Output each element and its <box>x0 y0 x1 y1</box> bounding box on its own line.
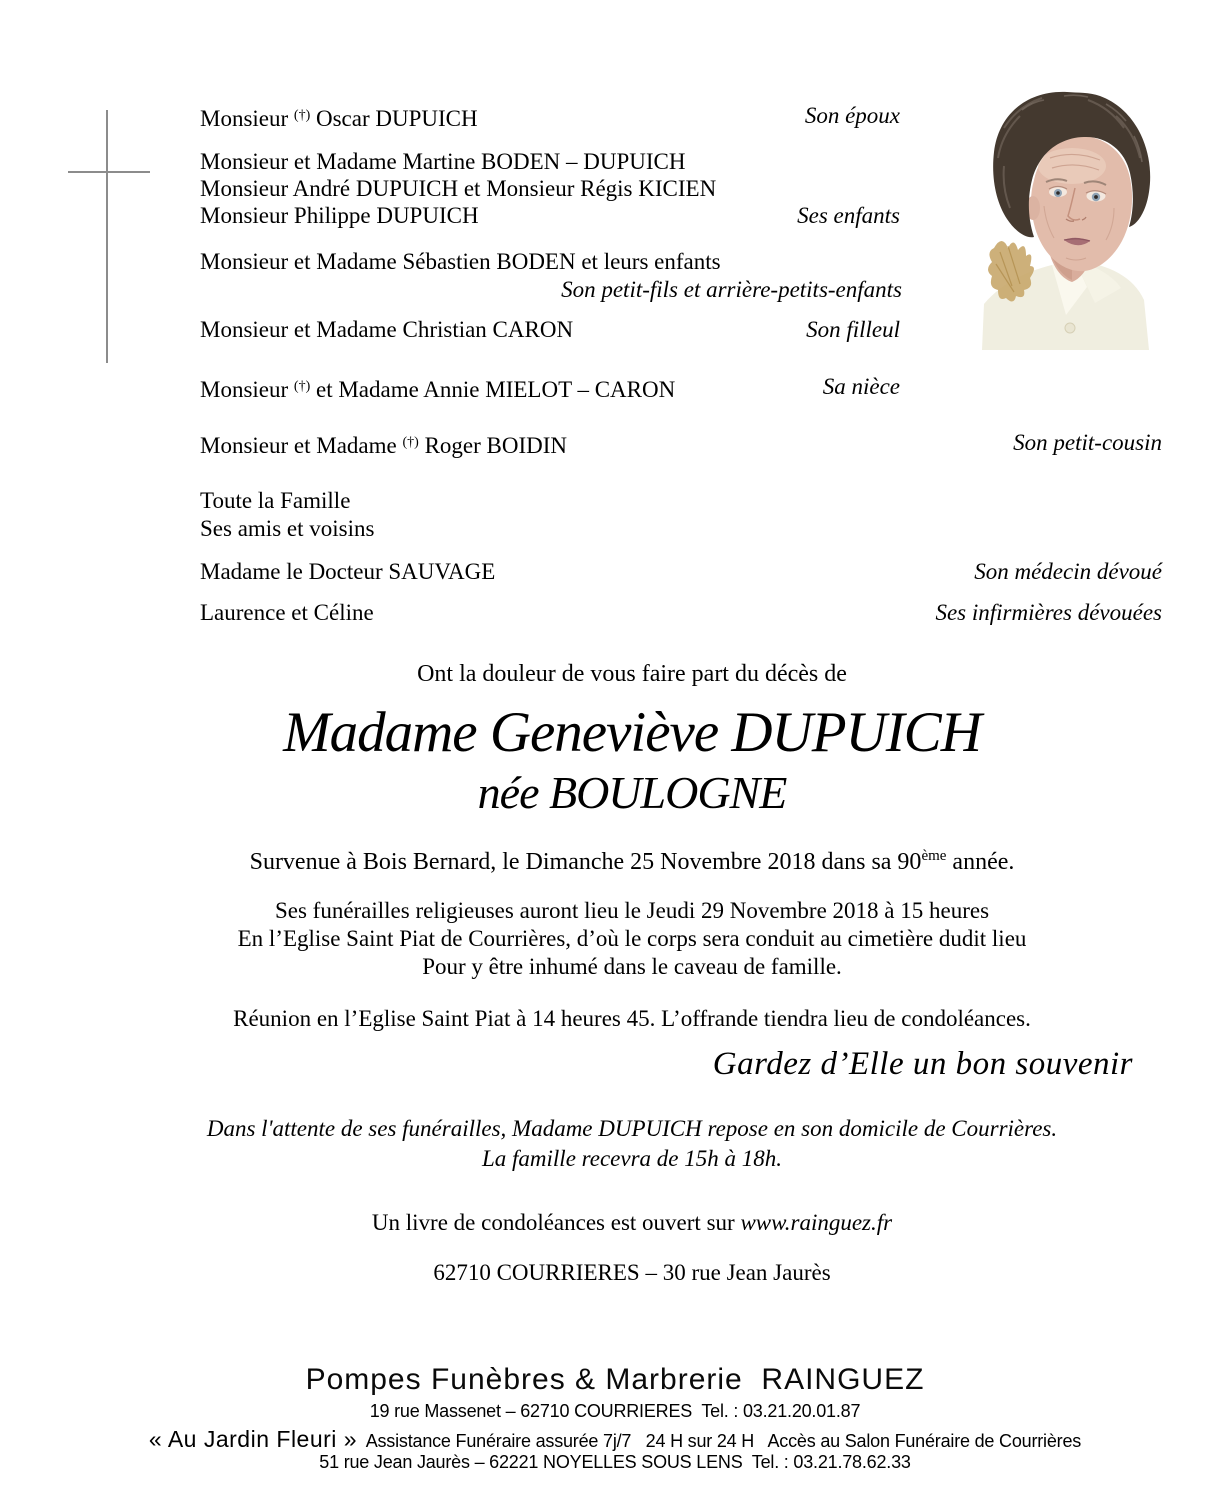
deceased-marker: (†) <box>293 379 311 394</box>
death-details-text: année. <box>946 849 1015 875</box>
deceased-name: Madame Geneviève DUPUICH <box>283 701 981 764</box>
relation-label: Son époux <box>804 103 900 128</box>
deceased-marker: (†) <box>293 108 311 123</box>
family-line: Madame le Docteur SAUVAGE <box>200 559 496 584</box>
family-line: Monsieur et Madame Sébastien BODEN et leurs enfants <box>200 249 721 274</box>
funeral-home-services <box>0 1426 1214 1453</box>
maiden-name: née BOULOGNE <box>477 767 787 818</box>
family-line-text: et Madame Annie MIELOT – CARON <box>310 377 676 402</box>
family-line-text: Monsieur et Madame <box>200 433 403 458</box>
reunion-line: Réunion en l’Eglise Saint Piat à 14 heures 45. L’offrande tiendra lieu de condoléances. <box>233 1006 1031 1031</box>
family-line: Toute la Famille <box>200 488 351 513</box>
relation-label: Sa nièce <box>822 374 900 399</box>
death-details <box>0 843 1214 876</box>
family-line-text: Monsieur <box>200 377 294 402</box>
relation-label: Son médecin dévoué <box>974 559 1162 584</box>
relation-label: Son filleul <box>806 317 900 342</box>
funeral-line: Pour y être inhumé dans le caveau de famille. <box>422 954 842 979</box>
family-line-text: Roger BOIDIN <box>418 433 568 458</box>
funeral-line: En l’Eglise Saint Piat de Courrières, d’où le corps sera conduit au cimetière dudit lieu <box>237 926 1027 951</box>
funeral-home-brand: « Au Jardin Fleuri » <box>148 1426 358 1452</box>
announcement-opening: Ont la douleur de vous faire part du décès de <box>417 661 847 687</box>
condolence-book-line <box>0 1209 1214 1236</box>
address-line: 62710 COURRIERES – 30 rue Jean Jaurès <box>433 1260 831 1285</box>
death-details-text: Survenue à Bois Bernard, le Dimanche 25 Novembre 2018 dans sa 90 <box>249 849 922 875</box>
repose-line: La famille recevra de 15h à 18h. <box>481 1146 782 1171</box>
family-line <box>200 430 567 459</box>
ordinal-suffix: ème <box>921 848 947 864</box>
relation-label: Ses infirmières dévouées <box>935 600 1162 625</box>
relation-label: Son petit-fils et arrière-petits-enfants <box>561 277 902 302</box>
condolence-website: www.rainguez.fr <box>740 1210 893 1235</box>
relation-label: Son petit-cousin <box>1013 430 1162 455</box>
family-line: Monsieur et Madame Christian CARON <box>200 317 574 342</box>
family-line-text: Monsieur <box>200 106 294 131</box>
family-line: Laurence et Céline <box>200 600 374 625</box>
souvenir-line: Gardez d’Elle un bon souvenir <box>712 1046 1133 1082</box>
funeral-home-services-text: Assistance Funéraire assurée 7j/7 24 H sur 24 H Accès au Salon Funéraire de Courrières <box>357 1431 1082 1451</box>
family-line: Monsieur André DUPUICH et Monsieur Régis KICIEN <box>200 176 717 201</box>
funeral-home-address: 19 rue Massenet – 62710 COURRIERES Tel. : 03.21.20.01.87 <box>369 1401 861 1421</box>
condolence-book-text: Un livre de condoléances est ouvert sur <box>371 1210 741 1235</box>
relation-label: Ses enfants <box>797 203 900 228</box>
portrait-photo <box>974 88 1160 350</box>
family-line: Monsieur Philippe DUPUICH <box>200 203 479 228</box>
deceased-marker: (†) <box>402 435 419 450</box>
family-line <box>200 374 675 403</box>
funeral-home-name: Pompes Funèbres & Marbrerie RAINGUEZ <box>305 1363 925 1396</box>
cross-icon <box>106 110 108 363</box>
family-line: Monsieur et Madame Martine BODEN – DUPUICH <box>200 149 686 174</box>
cross-icon <box>68 171 150 173</box>
funeral-line: Ses funérailles religieuses auront lieu le Jeudi 29 Novembre 2018 à 15 heures <box>274 898 990 923</box>
family-line-text: Oscar DUPUICH <box>310 106 478 131</box>
repose-line: Dans l'attente de ses funérailles, Madame DUPUICH repose en son domicile de Courrières. <box>206 1116 1058 1141</box>
family-line <box>200 103 478 132</box>
funeral-home-address: 51 rue Jean Jaurès – 62221 NOYELLES SOUS LENS Tel. : 03.21.78.62.33 <box>319 1452 911 1472</box>
family-line: Ses amis et voisins <box>200 516 375 541</box>
